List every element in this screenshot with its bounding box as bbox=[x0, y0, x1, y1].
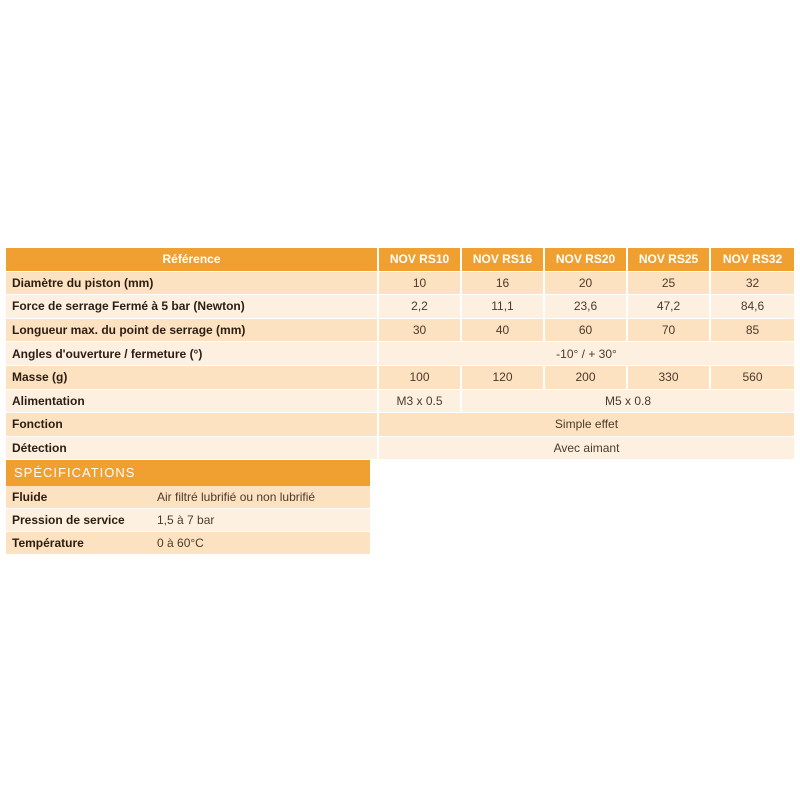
spec-label: Température bbox=[6, 532, 151, 555]
cell-value: 560 bbox=[710, 365, 794, 389]
cell-value: 23,6 bbox=[544, 295, 627, 319]
table-row bbox=[6, 318, 794, 342]
cell-value: 60 bbox=[544, 318, 627, 342]
cell-value: 84,6 bbox=[710, 295, 794, 319]
cell-value-merged: M5 x 0.8 bbox=[461, 389, 794, 413]
table-row bbox=[6, 295, 794, 319]
row-label: Force de serrage Fermé à 5 bar (Newton) bbox=[6, 295, 378, 319]
header-model: NOV RS25 bbox=[627, 248, 710, 271]
cell-value: 20 bbox=[544, 271, 627, 295]
header-model: NOV RS20 bbox=[544, 248, 627, 271]
spec-value: 1,5 à 7 bar bbox=[151, 509, 370, 532]
spec-value: 0 à 60°C bbox=[151, 532, 370, 555]
row-label: Détection bbox=[6, 436, 378, 460]
table-row bbox=[6, 486, 370, 509]
row-label: Fonction bbox=[6, 413, 378, 437]
header-reference: Référence bbox=[6, 248, 378, 271]
table-row bbox=[6, 271, 794, 295]
cell-value: 11,1 bbox=[461, 295, 544, 319]
table-row bbox=[6, 436, 794, 460]
table-row bbox=[6, 509, 370, 532]
row-label: Alimentation bbox=[6, 389, 378, 413]
cell-value: 100 bbox=[378, 365, 461, 389]
spec-value: Air filtré lubrifié ou non lubrifié bbox=[151, 486, 370, 509]
cell-value: 2,2 bbox=[378, 295, 461, 319]
cell-value: 40 bbox=[461, 318, 544, 342]
cell-value: M3 x 0.5 bbox=[378, 389, 461, 413]
spec-label: Pression de service bbox=[6, 509, 151, 532]
cell-value: 30 bbox=[378, 318, 461, 342]
header-model: NOV RS32 bbox=[710, 248, 794, 271]
cell-value: 200 bbox=[544, 365, 627, 389]
table-header-row bbox=[6, 248, 794, 271]
spec-label: Fluide bbox=[6, 486, 151, 509]
cell-value: 47,2 bbox=[627, 295, 710, 319]
row-label: Diamètre du piston (mm) bbox=[6, 271, 378, 295]
table-row bbox=[6, 342, 794, 366]
specifications-table bbox=[6, 486, 370, 555]
cell-value: 32 bbox=[710, 271, 794, 295]
table-row bbox=[6, 389, 794, 413]
cell-value-merged: Simple effet bbox=[378, 413, 794, 437]
cell-value: 25 bbox=[627, 271, 710, 295]
specifications-title: SPÉCIFICATIONS bbox=[6, 460, 370, 486]
row-label: Longueur max. du point de serrage (mm) bbox=[6, 318, 378, 342]
header-model: NOV RS10 bbox=[378, 248, 461, 271]
cell-value: 330 bbox=[627, 365, 710, 389]
table-row bbox=[6, 365, 794, 389]
table-row bbox=[6, 413, 794, 437]
specs-comparison-table bbox=[6, 248, 794, 460]
cell-value: 10 bbox=[378, 271, 461, 295]
header-model: NOV RS16 bbox=[461, 248, 544, 271]
cell-value: 16 bbox=[461, 271, 544, 295]
cell-value: 85 bbox=[710, 318, 794, 342]
table-row bbox=[6, 532, 370, 555]
row-label: Angles d'ouverture / fermeture (°) bbox=[6, 342, 378, 366]
row-label: Masse (g) bbox=[6, 365, 378, 389]
cell-value: 70 bbox=[627, 318, 710, 342]
cell-value: 120 bbox=[461, 365, 544, 389]
specifications-section bbox=[6, 460, 370, 555]
cell-value-merged: Avec aimant bbox=[378, 436, 794, 460]
cell-value-merged: -10° / + 30° bbox=[378, 342, 794, 366]
